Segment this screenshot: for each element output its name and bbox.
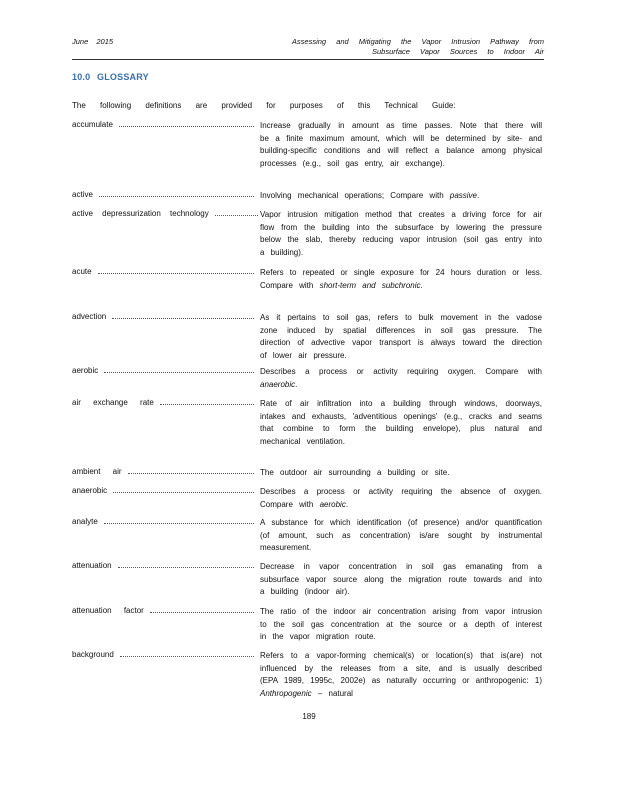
glossary-term: active depressurization technology	[72, 209, 209, 218]
leader-dots	[128, 473, 254, 474]
section-heading: 10.0 GLOSSARY	[72, 72, 149, 82]
glossary-term: advection	[72, 312, 107, 321]
leader-dots	[120, 656, 254, 657]
leader-dots	[112, 318, 254, 319]
glossary-definition: Involving mechanical operations; Compare with passive.	[260, 191, 480, 200]
glossary-term: background	[72, 650, 114, 659]
glossary-definition: Refers to a vapor-forming chemical(s) or location(s) that is(are) not influenced by the releases from a site, and is usually described (EPA 1989, 1995c, 2002e) as naturally occurring or anthropogenic: 1) Anthropogenic – natural	[260, 651, 542, 698]
glossary-definition: Increase gradually in amount as time passes. Note that there will be a finite maximum amount, which will be determined by site- and building-specific conditions and will reflect a balance among physical processes (e.g., soil gas entry, air exchange).	[260, 121, 542, 168]
glossary-term: attenuation factor	[72, 606, 144, 615]
glossary-definition: Refers to repeated or single exposure for 24 hours duration or less. Compare with short-term and subchronic.	[260, 268, 542, 290]
glossary-definition: Rate of air infiltration into a building through windows, doorways, intakes and exhausts, 'adventitious openings' (e.g., cracks and seams that combine to form the building envelope), plus natural and mechanical ventilation.	[260, 399, 542, 446]
glossary-definition: The ratio of the indoor air concentration arising from vapor intrusion to the soil gas concentration at the source or a depth of interest in the vapor migration route.	[260, 607, 542, 642]
glossary-definition: Decrease in vapor concentration in soil gas emanating from a subsurface vapor source along the migration route towards and into a building (indoor air).	[260, 562, 542, 597]
glossary-term: accumulate	[72, 120, 113, 129]
glossary-term: attenuation	[72, 561, 112, 570]
glossary-definition: Vapor intrusion mitigation method that creates a driving force for air flow from the building into the subsurface by lowering the pressure below the slab, thereby reducing vapor intrusion (soil gas entry into a building).	[260, 210, 542, 257]
glossary-definition: Describes a process or activity requiring oxygen. Compare with anaerobic.	[260, 367, 542, 389]
glossary-term: ambient air	[72, 467, 122, 476]
leader-dots	[150, 612, 254, 613]
glossary-intro: The following definitions are provided for purposes of this Technical Guide:	[72, 101, 456, 110]
header-rule	[72, 59, 544, 60]
glossary-term: air exchange rate	[72, 398, 154, 407]
glossary-term: anaerobic	[72, 486, 108, 495]
leader-dots	[118, 567, 254, 568]
glossary-definition: The outdoor air surrounding a building or site.	[260, 468, 450, 477]
glossary-definition: As it pertains to soil gas, refers to bulk movement in the vadose zone induced by spatial differences in soil gas pressure. The direction of advective vapor transport is always toward the direction of lower air pressure.	[260, 313, 542, 360]
glossary-term: analyte	[72, 517, 98, 526]
header-date: June 2015	[72, 37, 114, 46]
leader-dots	[98, 273, 254, 274]
glossary-definition: A substance for which identification (of presence) and/or quantification (of amount, such as concentration) is/are sought by instrumental measurement.	[260, 518, 542, 553]
glossary-definition: Describes a process or activity requiring the absence of oxygen. Compare with aerobic.	[260, 487, 542, 509]
leader-dots	[99, 196, 254, 197]
leader-dots	[215, 215, 258, 216]
glossary-term: active	[72, 190, 93, 199]
glossary-term: aerobic	[72, 366, 99, 375]
header-title: Assessing and Mitigating the Vapor Intrusion Pathway from Subsurface Vapor Sources to Indoor Air	[291, 37, 544, 56]
glossary-term: acute	[72, 267, 92, 276]
leader-dots	[104, 523, 254, 524]
leader-dots	[113, 492, 254, 493]
leader-dots	[160, 404, 254, 405]
page-number: 189	[302, 712, 316, 721]
leader-dots	[119, 126, 254, 127]
leader-dots	[104, 372, 254, 373]
